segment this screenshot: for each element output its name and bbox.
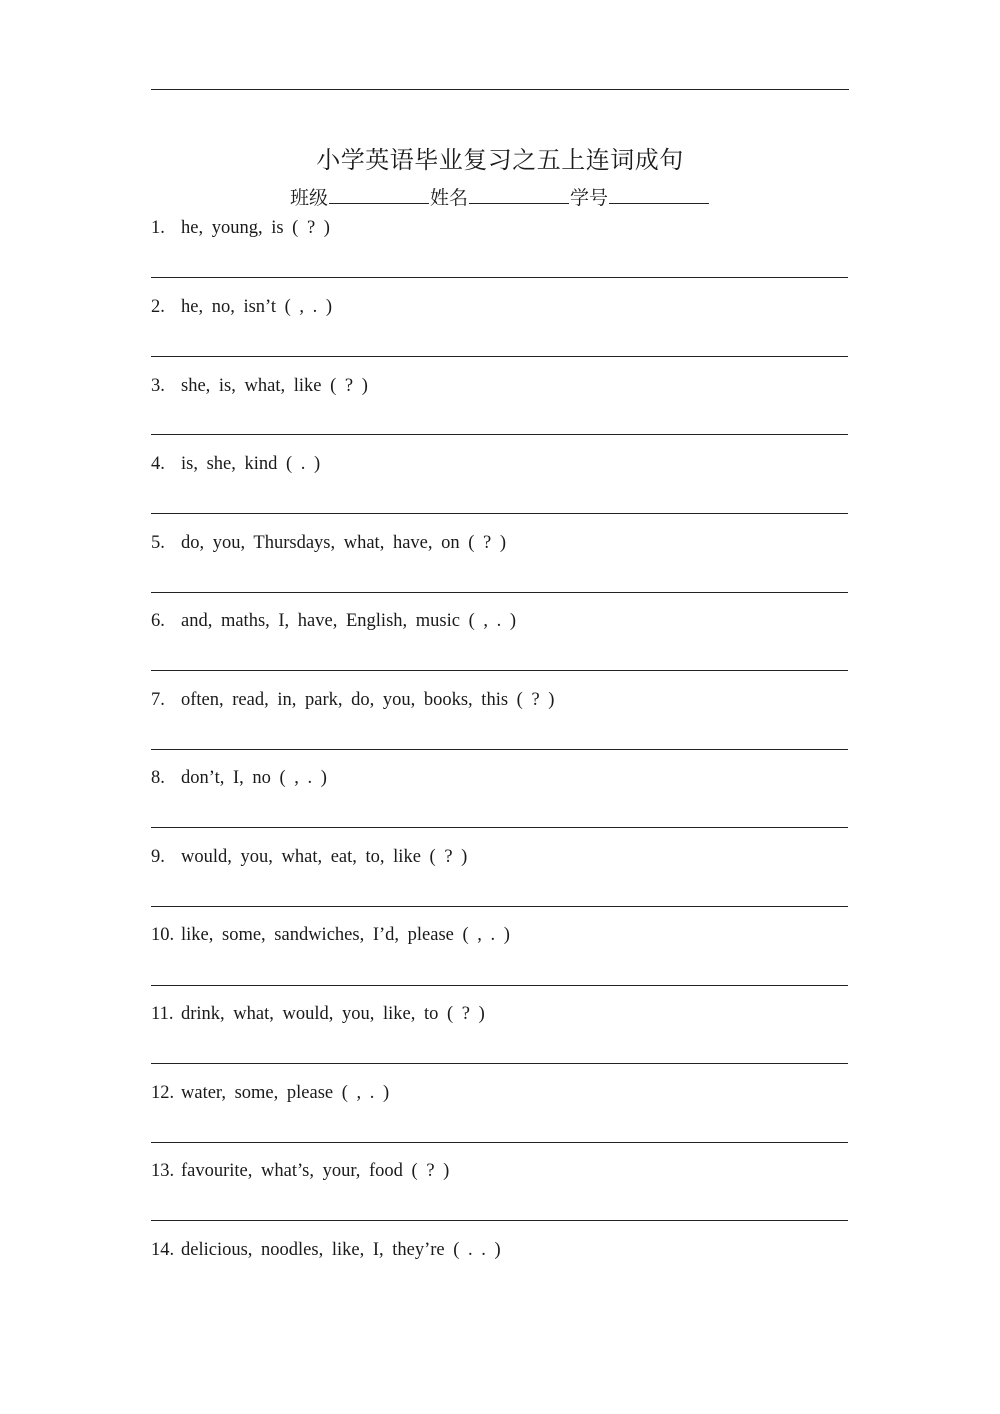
answer-line-10[interactable] [151, 985, 848, 986]
question-4 [151, 454, 320, 475]
question-13 [151, 1161, 449, 1182]
question-2 [151, 297, 332, 318]
number-label: 学号 [570, 188, 609, 209]
answer-line-5[interactable] [151, 592, 848, 593]
question-words: would, you, what, eat, to, like ( ? ) [181, 847, 468, 867]
question-words: often, read, in, park, do, you, books, this ( ? ) [181, 690, 555, 710]
question-3 [151, 376, 368, 397]
answer-line-8[interactable] [151, 827, 848, 828]
class-field[interactable] [329, 183, 429, 204]
question-6 [151, 611, 516, 632]
question-12 [151, 1083, 389, 1104]
question-number: 11. [151, 1004, 174, 1024]
question-words: and, maths, I, have, English, music ( , . ) [181, 611, 517, 631]
question-7 [151, 690, 554, 711]
answer-line-11[interactable] [151, 1063, 848, 1064]
answer-line-4[interactable] [151, 513, 848, 514]
question-1 [151, 218, 330, 239]
header-rule [151, 89, 849, 90]
name-label: 姓名 [429, 188, 468, 209]
question-words: don’t, I, no ( , . ) [181, 768, 327, 788]
page-title: 小学英语毕业复习之五上连词成句 [316, 148, 684, 174]
answer-line-3[interactable] [151, 434, 848, 435]
question-number: 14. [151, 1240, 175, 1260]
question-9 [151, 847, 467, 868]
name-field[interactable] [469, 183, 569, 204]
question-5 [151, 533, 506, 554]
question-words: do, you, Thursdays, what, have, on ( ? ) [181, 533, 507, 553]
number-field[interactable] [609, 183, 709, 204]
answer-line-6[interactable] [151, 670, 848, 671]
question-number: 2. [151, 297, 165, 317]
answer-line-2[interactable] [151, 356, 848, 357]
question-number: 12. [151, 1083, 175, 1103]
answer-line-1[interactable] [151, 277, 848, 278]
question-14 [151, 1240, 501, 1261]
question-8 [151, 768, 327, 789]
question-number: 7. [151, 690, 165, 710]
answer-line-12[interactable] [151, 1142, 848, 1143]
answer-line-9[interactable] [151, 906, 848, 907]
question-words: like, some, sandwiches, I’d, please ( , . ) [181, 925, 510, 945]
question-number: 10. [151, 925, 175, 945]
question-words: favourite, what’s, your, food ( ? ) [181, 1161, 450, 1181]
question-words: delicious, noodles, like, I, they’re ( . . ) [181, 1240, 501, 1260]
question-10 [151, 925, 510, 946]
question-words: water, some, please ( , . ) [181, 1083, 390, 1103]
question-number: 8. [151, 768, 165, 788]
question-words: he, young, is ( ? ) [181, 218, 330, 238]
question-number: 4. [151, 454, 165, 474]
question-number: 1. [151, 218, 165, 238]
question-words: drink, what, would, you, like, to ( ? ) [181, 1004, 485, 1024]
question-11 [151, 1004, 485, 1025]
question-number: 6. [151, 611, 165, 631]
class-label: 班级 [289, 188, 328, 209]
question-words: he, no, isn’t ( , . ) [181, 297, 333, 317]
question-number: 3. [151, 376, 165, 396]
question-number: 13. [151, 1161, 175, 1181]
question-words: she, is, what, like ( ? ) [181, 376, 368, 396]
question-number: 5. [151, 533, 165, 553]
answer-line-7[interactable] [151, 749, 848, 750]
student-info-line [0, 183, 1000, 210]
answer-line-13[interactable] [151, 1220, 848, 1221]
question-number: 9. [151, 847, 165, 867]
question-words: is, she, kind ( . ) [181, 454, 321, 474]
